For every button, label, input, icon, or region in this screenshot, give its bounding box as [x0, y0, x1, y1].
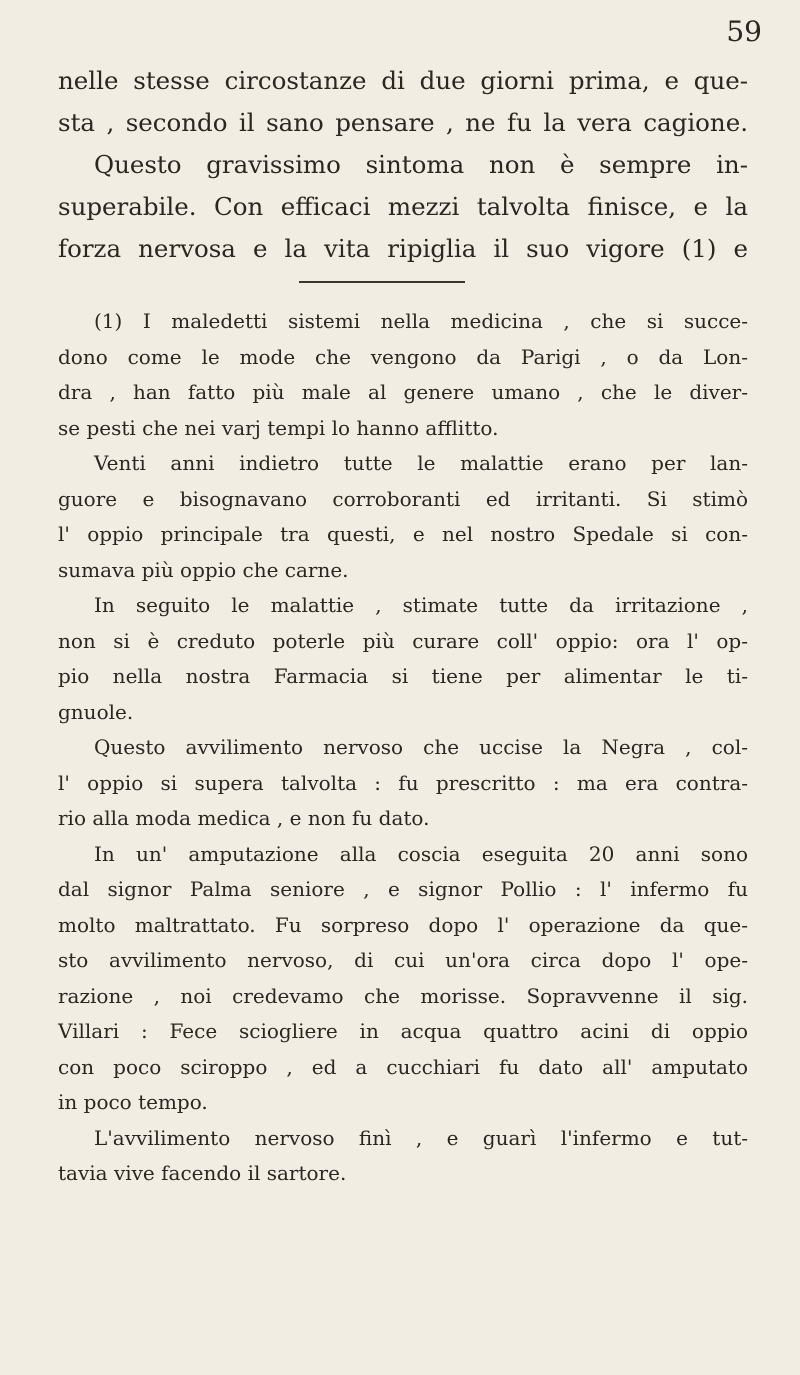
- footnote-line: sumava più oppio che carne.: [58, 557, 349, 582]
- footnote-line: in poco tempo.: [58, 1090, 208, 1114]
- footnote-line: (1) I maledetti sistemi nella medicina , che si succe-: [94, 309, 748, 333]
- footnote-line: rio alla moda medica , e non fu dato.: [58, 806, 430, 830]
- main-line: Questo gravissimo sintoma non è sempre in-: [94, 150, 748, 179]
- main-line: superabile. Con efficaci mezzi talvolta finisce, e la: [58, 192, 748, 221]
- main-line: sta , secondo il sano pensare , ne fu la vera cagione.: [58, 108, 748, 137]
- footnote-line: guore e bisognavano corroboranti ed irritanti. Si stimò: [58, 486, 748, 511]
- footnote-line: Villari : Fece sciogliere in acqua quattro acini di oppio: [58, 1019, 748, 1043]
- footnote-separator: [299, 281, 465, 283]
- main-line: forza nervosa e la vita ripiglia il suo vigore (1) e: [58, 234, 748, 263]
- main-line: nelle stesse circostanze di due giorni prima, e que-: [58, 66, 748, 95]
- footnote-line: dal signor Palma seniore , e signor Pollio : l' infermo fu: [58, 877, 748, 901]
- footnote: [58, 304, 748, 1192]
- footnote-line: gnuole.: [58, 699, 134, 724]
- footnote-line: tavia vive facendo il sartore.: [58, 1161, 347, 1185]
- footnote-line: sto avvilimento nervoso, di cui un'ora circa dopo l' ope-: [58, 948, 748, 972]
- footnote-line: Questo avvilimento nervoso che uccise la Negra , col-: [94, 735, 748, 759]
- footnote-line: L'avvilimento nervoso finì , e guarì l'infermo e tut-: [94, 1125, 748, 1150]
- footnote-line: molto maltrattato. Fu sorpreso dopo l' operazione da que-: [58, 912, 748, 937]
- footnote-line: In seguito le malattie , stimate tutte da irritazione ,: [94, 593, 748, 617]
- footnote-line: In un' amputazione alla coscia eseguita 20 anni sono: [94, 841, 748, 866]
- footnote-line: razione , noi credevamo che morisse. Sopravvenne il sig.: [58, 983, 748, 1008]
- page-number: 59: [726, 15, 762, 48]
- footnote-line: se pesti che nei varj tempi lo hanno afflitto.: [58, 415, 499, 440]
- footnote-line: pio nella nostra Farmacia si tiene per alimentar le ti-: [58, 664, 748, 688]
- footnote-line: l' oppio principale tra questi, e nel nostro Spedale si con-: [58, 522, 748, 546]
- footnote-line: dra , han fatto più male al genere umano , che le diver-: [58, 380, 748, 404]
- footnote-line: con poco sciroppo , ed a cucchiari fu dato all' amputato: [58, 1054, 748, 1079]
- footnote-line: l' oppio si supera talvolta : fu prescritto : ma era contra-: [58, 770, 748, 795]
- main-paragraph: [58, 60, 748, 270]
- footnote-line: Venti anni indietro tutte le malattie erano per lan-: [94, 451, 748, 475]
- footnote-line: non si è creduto poterle più curare coll' oppio: ora l' op-: [58, 628, 748, 653]
- footnote-line: dono come le mode che vengono da Parigi , o da Lon-: [58, 344, 748, 369]
